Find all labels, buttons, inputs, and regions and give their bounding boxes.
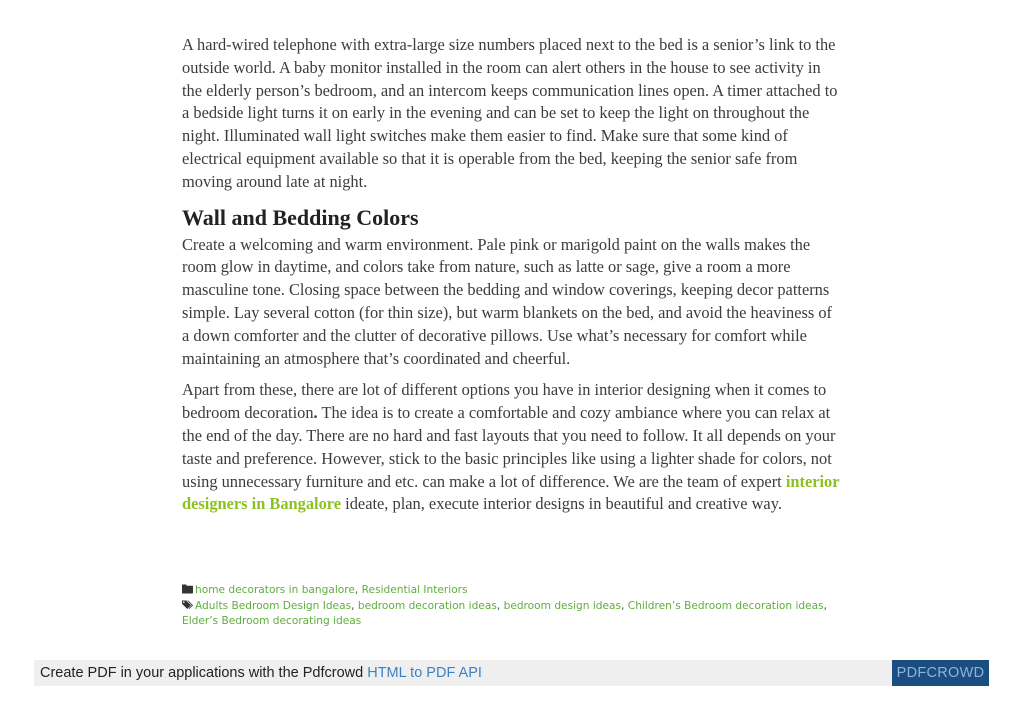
category-link-home-decorators[interactable]: home decorators in bangalore [195, 584, 355, 596]
footer-label: Create PDF in your applications with the Pdfcrowd [40, 665, 368, 681]
category-row [182, 583, 842, 599]
pdfcrowd-footer [34, 660, 989, 686]
tag-link-childrens-bedroom[interactable]: Children’s Bedroom decoration ideas [627, 599, 824, 612]
tags-row [182, 599, 842, 630]
paragraph-options-text-1: Apart from these, there are lot of different options you have in interior designing when it comes to bedroom decoration [182, 380, 827, 423]
paragraph-options-text-2: The idea is to create a comfortable and cozy ambiance where you can relax at the end of the day. There are no hard and fast layouts that you need to follow. It all depends on your taste and preference. However, stick to the basic principles like using a lighter shade for colors, not using unnecessary furniture and etc. can make a lot of difference. We are the team of expert [182, 403, 836, 491]
category-separator: , [354, 584, 362, 596]
article-body [182, 34, 842, 525]
tag-link-elders-bedroom[interactable]: Elder’s Bedroom decorating ideas [182, 615, 362, 628]
tag-separator: , [621, 599, 628, 612]
folder-icon [182, 584, 193, 594]
tag-link-adults-bedroom[interactable]: Adults Bedroom Design Ideas [195, 599, 352, 612]
tag-link-bedroom-design[interactable]: bedroom design ideas [503, 599, 622, 612]
section-heading-wall-bedding-colors: Wall and Bedding Colors [182, 204, 419, 230]
tag-separator: , [351, 599, 358, 612]
paragraph-options-text-3: ideate, plan, execute interior designs in beautiful and creative way. [341, 494, 782, 514]
footer-text [40, 664, 482, 682]
paragraph-colors: Create a welcoming and warm environment. Pale pink or marigold paint on the walls makes the room glow in daytime, and colors take from nature, such as latte or sage, give a room a more masculine tone. Closing space between the bedding and window coverings, keeping decor patterns simple. Lay several cotton (for thin size), but warm blankets on the bed, and avoid the heaviness of a down comforter and the clutter of decorative pillows. Use what’s necessary for comfort while maintaining an atmosphere that’s coordinated and cheerful. [182, 234, 832, 368]
paragraph-options [182, 379, 842, 516]
html-to-pdf-api-link[interactable]: HTML to PDF API [367, 665, 482, 681]
paragraph-options-period: . [313, 403, 318, 423]
category-link-residential-interiors[interactable]: Residential Interiors [361, 584, 468, 596]
tag-separator: , [823, 599, 828, 612]
pdfcrowd-badge[interactable]: PDFCROWD [892, 660, 989, 686]
interior-designers-link[interactable]: interior designers in Bangalore [182, 471, 840, 514]
tag-link-bedroom-decoration[interactable]: bedroom decoration ideas [357, 599, 497, 612]
tags-icon [182, 600, 193, 610]
paragraph-communication: A hard-wired telephone with extra-large size numbers placed next to the bed is a senior’s link to the outside world. A baby monitor installed in the room can alert others in the house to see activity in the elderly person’s bedroom, and an intercom keeps communication lines open. A timer attached to a bedside light turns it on early in the evening and can be set to keep the light on throughout the night. Illuminated wall light switches make them easier to find. Make sure that some kind of electrical equipment available so that it is operable from the bed, keeping the senior safe from moving around late at night. [182, 35, 838, 191]
tag-separator: , [496, 599, 504, 612]
post-meta [182, 583, 842, 630]
